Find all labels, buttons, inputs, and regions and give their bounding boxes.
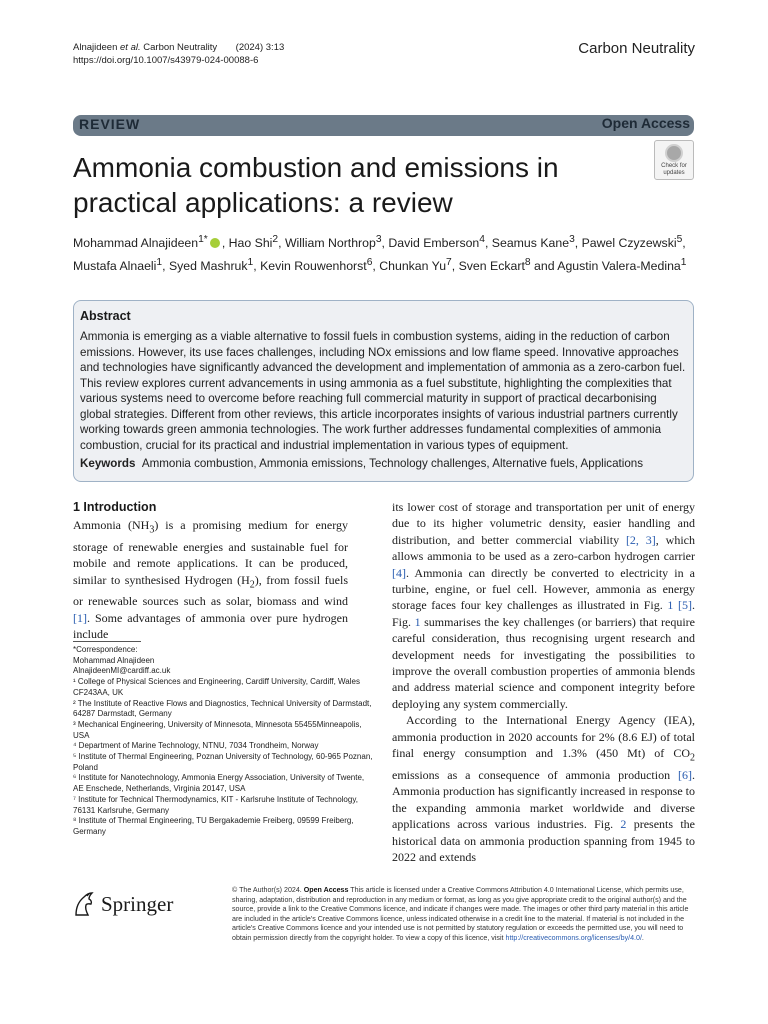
author-link[interactable]: , Kevin Rouwenhorst (253, 259, 367, 274)
affiliations-footnotes (73, 645, 373, 838)
author-link[interactable]: , Syed Mashruk (162, 259, 248, 274)
keywords-label: Keywords (80, 457, 136, 470)
correspondence-email[interactable]: AlnajideenMI@cardiff.ac.uk (73, 666, 171, 676)
keywords-text: Ammonia combustion, Ammonia emissions, Technology challenges, Alternative fuels, Applications (141, 457, 644, 470)
footnote: ¹ College of Physical Sciences and Engineering, Cardiff University, Cardiff, Wales CF243AA, UK (73, 677, 360, 697)
author-link[interactable]: , Hao Shi (221, 236, 273, 251)
citation-link[interactable]: [1] (73, 610, 87, 625)
check-updates-label: Check for updates (661, 163, 687, 176)
author-link[interactable]: Mohammad Alnajideen (73, 236, 199, 251)
check-updates-icon (665, 144, 683, 162)
citation-link[interactable]: [2, 3] (625, 532, 656, 547)
author-link[interactable]: Mustafa Alnaeli (73, 259, 157, 274)
license-link[interactable]: http://creativecommons.org/licenses/by/4.0/ (505, 933, 642, 942)
author-link[interactable]: and Agustin Valera-Medina (530, 259, 681, 274)
footnote: ⁷ Institute for Technical Thermodynamics, KIT - Karlsruhe Institute of Technology, 76131 Karlsruhe, Germany (73, 794, 358, 815)
body-column-left: Ammonia $(NH_3)$ is a promising medium for energy storage of renewable energies and sustainable fuel for mobile and remote applications. It can be produced, similar to synthesised Hydrogen $(H_2)$, from fossil fuels or renewable sources such as solar, biomass and wind [1]. Some advantages of ammonia over pure hydrogen include (73, 518, 348, 642)
article-type-label: REVIEW (79, 116, 141, 132)
publisher-name: Springer (101, 891, 174, 916)
running-header (73, 41, 284, 67)
paragraph: its lower cost of storage and transportation per unit of energy due to its higher volumetric density, easier handling and distribution, and better commercial viability [2, 3], which allows ammonia to be used as a zero-carbon hydrogen carrier [4]. Ammonia can directly be converted to electricity in a turbine, engine, or fuel cell. However, ammonia as energy storage faces four key challenges as illustrated in Fig. 1 [5]. Fig. 1 summarises the key challenges (or barriers) that require careful consideration, thus recognising urgent research and development needs for investigating the possibilities to improve the overall combustion properties of ammonia blends and address material science and component integrity before deploying any system commercially. (392, 500, 695, 711)
license-text: © The Author(s) 2024. Open Access This article is licensed under a Creative Commons Attribution 4.0 International License, which permits use, sharing, adaptation, distribution and reproduction in any medium or format, as long as you give appropriate credit to the original author(s) and the source, provide a link to the Creative Commons licence, and indicate if changes were made. The images or other third party material in this article are included in the article's Creative Commons licence, unless indicated otherwise in a credit line to the material. If material is not included in the article's Creative Commons licence and your intended use is not permitted by statutory regulation or exceeds the permitted use, you will need to obtain permission directly from the copyright holder. To view a copy of this licence, visit http://creativecommons.org/licenses/by/4.0/. (232, 886, 689, 942)
footnote: ⁶ Institute for Nanotechnology, Ammonia Energy Association, University of Twente, AE Enschede, Netherlands, Virginia 20147, USA (73, 773, 365, 794)
figure-link[interactable]: 2 (620, 817, 627, 832)
citation-link[interactable]: [4] (392, 565, 406, 580)
footnote: Mohammad Alnajideen (73, 655, 155, 665)
author-link[interactable]: , Pawel Czyzewski (574, 236, 677, 251)
figure-link[interactable]: 1 (414, 614, 421, 629)
figure-link[interactable]: 1 (667, 598, 674, 613)
publisher-logo (73, 891, 173, 917)
doi-link[interactable]: https://doi.org/10.1007/s43979-024-00088-6 (73, 55, 259, 66)
footnote: *Correspondence: (73, 645, 138, 654)
author-list: Mohammad Alnajideen$^{1*}$ , Hao Shi$^2$, William Northrop$^3$, David Emberson$^4$, Seamus Kane$^3$, Pawel Czyzewski$^5$, Mustafa Alnaeli$^1$, Syed Mashruk$^1$, Kevin Rouwenhorst$^6$, Chunkan Yu$^7$, Sven Eckart$^8$ and Agustin Valera-Medina$^1$ (73, 234, 687, 274)
footnote: ³ Mechanical Engineering, University of Minnesota, Minnesota 55455Minneapolis, USA (73, 719, 362, 740)
check-for-updates-badge[interactable] (654, 140, 694, 180)
abstract-text: Ammonia is emerging as a viable alternative to fossil fuels in combustion systems, aiding in the reduction of carbon emissions. However, its use faces challenges, including NOx emissions and low flame speed. Innovative approaches and technologies have significantly advanced the development and implementation of ammonia as a zero-carbon fuel. This review explores current advancements in using ammonia as a fuel substitute, highlighting the complexities that various systems need to overcome before reaching full commercial maturity in support of practical decarbonising global strategies. Different from other reviews, this article incorporates insights of various industrial partners currently working towards green ammonia technologies. The work further addresses fundamental complexities of ammonia combustion, crucial for its practical and industrial implementation in various types of equipment. (80, 330, 686, 452)
springer-horse-icon (73, 891, 95, 917)
footnote: ² The Institute of Reactive Flows and Diagnostics, Technical University of Darmstadt, 64287 Darmstadt, Germany (73, 698, 372, 719)
footnote: ⁴ Department of Marine Technology, NTNU, 7034 Trondheim, Norway (73, 741, 319, 751)
section-heading-introduction: 1 Introduction (73, 500, 157, 514)
paragraph: According to the International Energy Agency (IEA), ammonia production in 2020 accounts for 2% (8.6 EJ) of total final energy consumption and 1.3% (450 Mt) of $CO_2$ emissions as a consequence of ammonia production [6]. Ammonia production has significantly increased in response to the expanding ammonia market worldwide and diverse applications across various industries. Fig. 2 presents the historical data on ammonia production spanning from 1945 to 2022 and extends (392, 713, 695, 864)
footnote-divider (73, 641, 141, 642)
author-link[interactable]: , William Northrop (278, 236, 376, 251)
citation-year: (2024) 3:13 (235, 42, 285, 53)
journal-name: Carbon Neutrality (578, 40, 695, 57)
citation-line: Alnajideen et al. Carbon Neutrality (2024) 3:13 (73, 42, 285, 53)
author-link[interactable]: , David Emberson (381, 236, 480, 251)
orcid-icon[interactable] (210, 238, 220, 248)
citation-link[interactable]: [6] (678, 767, 692, 782)
footnote: ⁸ Institute of Thermal Engineering, TU Bergakademie Freiberg, 09599 Freiberg, Germany (73, 816, 354, 836)
body-column-right (392, 499, 695, 865)
article-title: Ammonia combustion and emissions in practical applications: a review (73, 152, 559, 218)
keywords-line (80, 457, 688, 470)
footnote: ⁵ Institute of Thermal Engineering, Poznan University of Technology, 60-965 Poznan, Poland (73, 752, 373, 772)
author-link[interactable]: , Chunkan Yu (372, 259, 447, 274)
citation-link[interactable]: [5] (678, 598, 692, 613)
open-access-label: Open Access (601, 115, 690, 131)
author-link[interactable]: , Sven Eckart (451, 259, 525, 274)
abstract-heading: Abstract (80, 309, 131, 323)
author-link[interactable]: , Seamus Kane (484, 236, 570, 251)
